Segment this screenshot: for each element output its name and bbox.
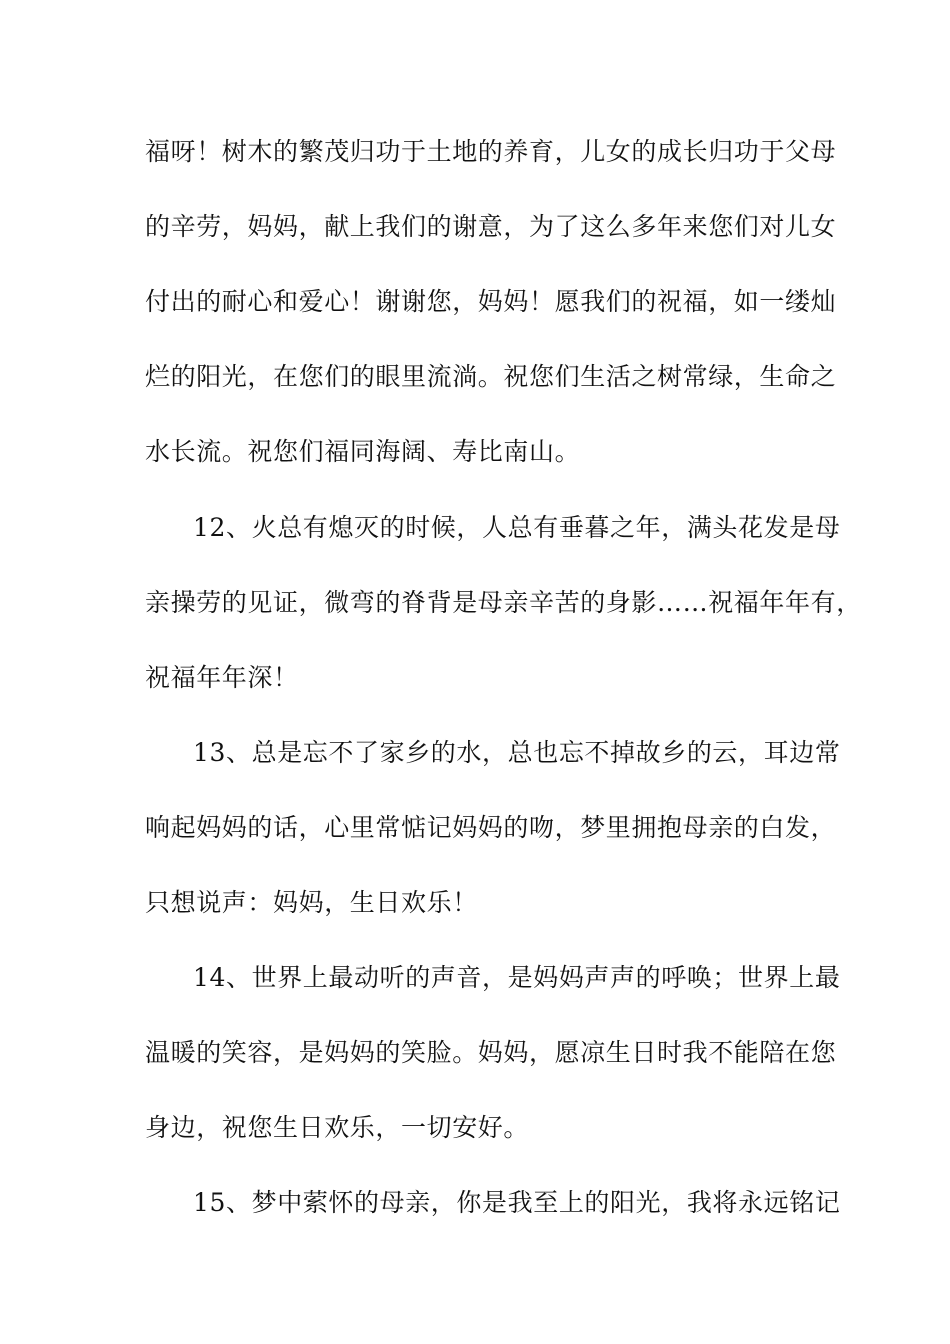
text-line: 付出的耐心和爱心！谢谢您，妈妈！愿我们的祝福，如一缕灿 — [145, 287, 837, 316]
text-line: 响起妈妈的话，心里常惦记妈妈的吻，梦里拥抱母亲的白发， — [145, 813, 837, 842]
text-line: 的辛劳，妈妈，献上我们的谢意，为了这么多年来您们对儿女 — [145, 212, 837, 241]
paragraph-12-first-line: 12、火总有熄灭的时候，人总有垂暮之年，满头花发是母 — [193, 513, 841, 542]
text-line: 温暖的笑容，是妈妈的笑脸。妈妈，愿凉生日时我不能陪在您 — [145, 1038, 837, 1067]
text-line: 亲操劳的见证，微弯的脊背是母亲辛苦的身影……祝福年年有， — [145, 588, 862, 617]
paragraph-15-first-line: 15、梦中萦怀的母亲，你是我至上的阳光，我将永远铭记 — [193, 1188, 841, 1217]
paragraph-14-first-line: 14、世界上最动听的声音，是妈妈声声的呼唤；世界上最 — [193, 963, 841, 992]
text-line: 烂的阳光，在您们的眼里流淌。祝您们生活之树常绿，生命之 — [145, 362, 837, 391]
text-line: 只想说声：妈妈，生日欢乐！ — [145, 888, 478, 917]
text-line: 身边，祝您生日欢乐，一切安好。 — [145, 1113, 530, 1142]
text-line: 福呀！树木的繁茂归功于土地的养育，儿女的成长归功于父母 — [145, 137, 837, 166]
text-line: 水长流。祝您们福同海阔、寿比南山。 — [145, 437, 581, 466]
paragraph-13-first-line: 13、总是忘不了家乡的水，总也忘不掉故乡的云，耳边常 — [193, 738, 841, 767]
text-line: 祝福年年深！ — [145, 663, 299, 692]
